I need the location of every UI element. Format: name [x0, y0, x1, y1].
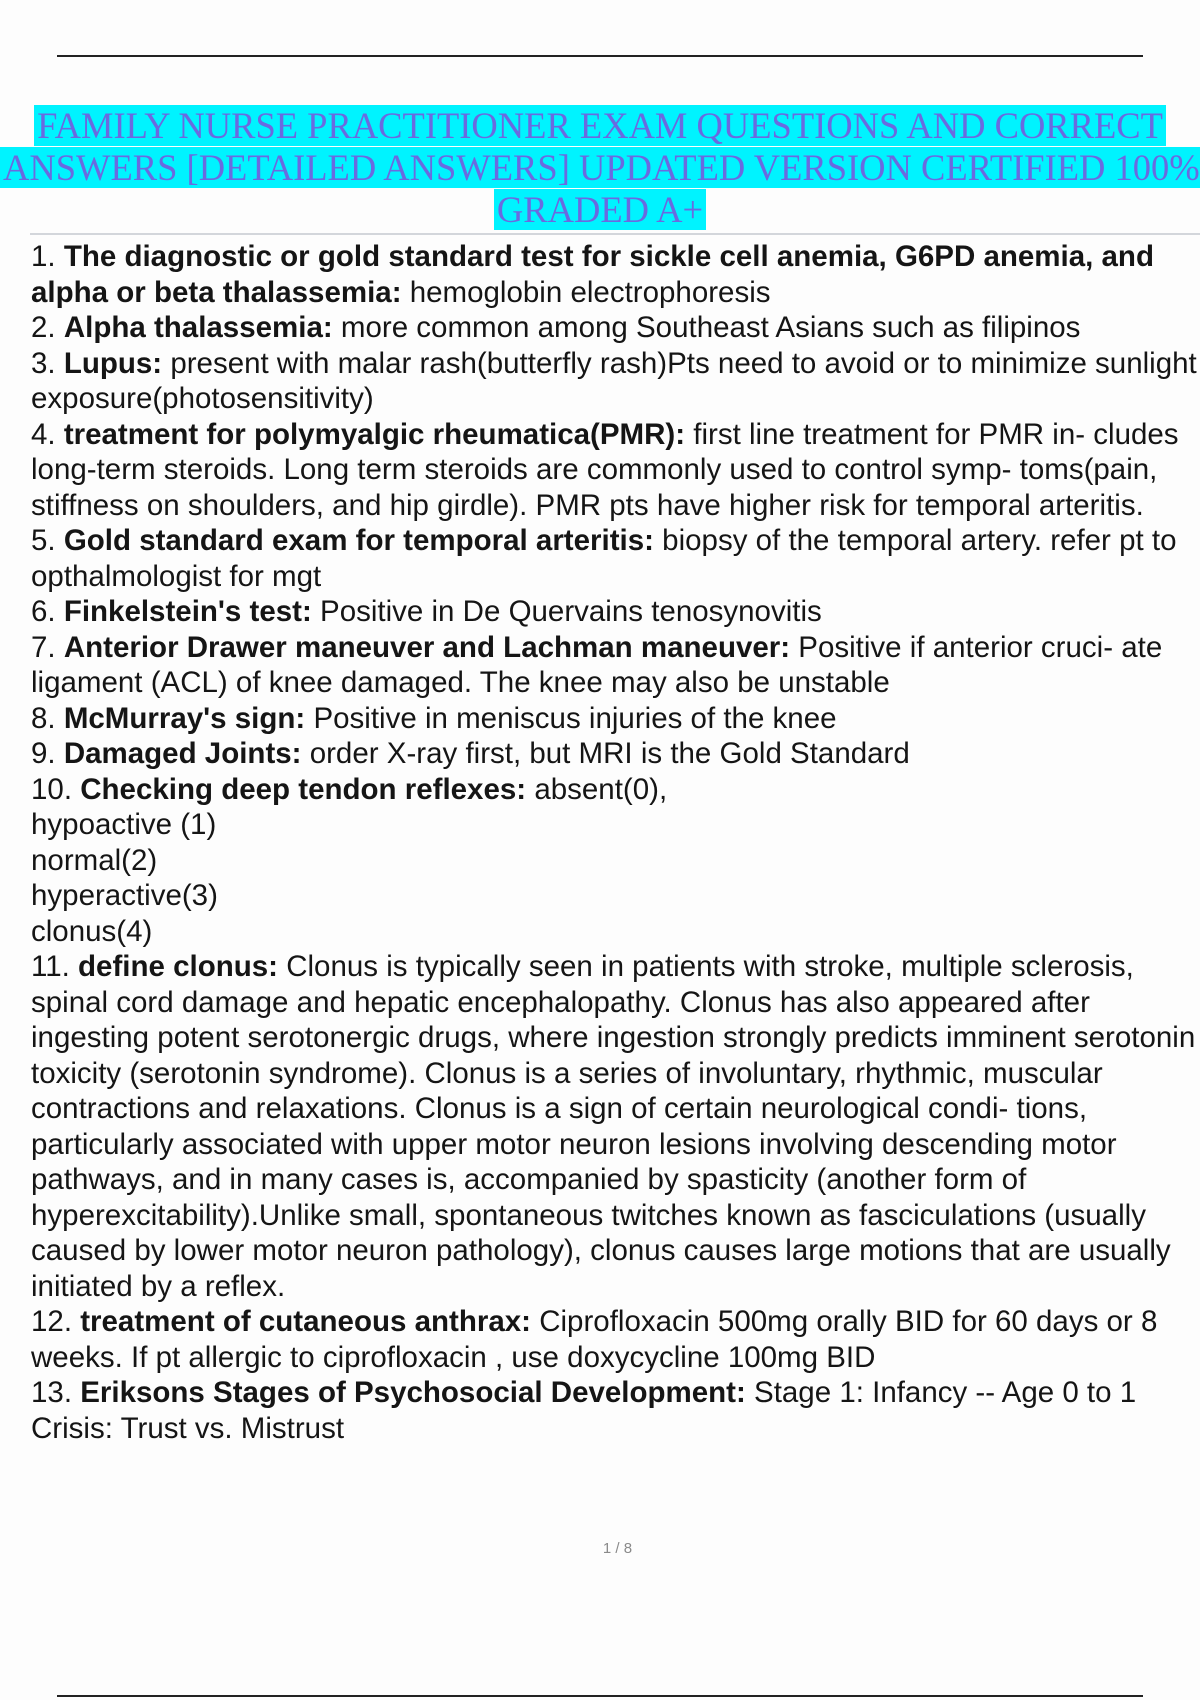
item-answer: biopsy of the temporal artery. refer pt to opthalmologist for mgt	[31, 524, 1177, 593]
qa-item	[31, 772, 1200, 950]
item-number: 13.	[31, 1376, 73, 1409]
qa-item	[31, 1304, 1200, 1375]
title-line-2: ANSWERS [DETAILED ANSWERS] UPDATED VERSION CERTIFIED 100%	[0, 147, 1200, 188]
item-term: Lupus:	[63, 346, 163, 380]
item-answer: first line treatment for PMR in- cludes long-term steroids. Long term steroids are commonly used to control symp- toms(pain, stiffness on shoulders, and hip girdle). PMR pts have higher risk for temporal arteritis.	[31, 417, 1179, 522]
item-answer: Positive in De Quervains tenosynovitis	[320, 595, 822, 628]
item-number: 6.	[31, 595, 56, 628]
qa-item	[31, 523, 1200, 594]
item-answer: Clonus is typically seen in patients with stroke, multiple sclerosis, spinal cord damage and hepatic encephalopathy. Clonus has also appeared after ingesting potent serotonergic drugs, where ingestion strongly predicts imminent serotonin toxicity (serotonin syndrome). Clonus is a series of involuntary, rhythmic, muscular contractions and relaxations. Clonus is a sign of certain neurological condi- tions, particularly associated with upper motor neuron lesions involving descending motor pathways, and in many cases is, accompanied by spasticity (another form of hyperexcitability).Unlike small, spontaneous twitches known as fasciculations (usually caused by lower motor neuron pathology), clonus causes large motions that are usually initiated by a reflex.	[31, 950, 1196, 1303]
item-number: 1.	[31, 240, 56, 273]
qa-item	[31, 949, 1200, 1304]
item-term: define clonus:	[78, 950, 278, 983]
qa-item	[31, 310, 1200, 346]
item-term: treatment for polymyalgic rheumatica(PMR):	[63, 417, 686, 451]
item-number: 11.	[31, 950, 70, 983]
qa-item	[31, 594, 1200, 630]
item-number: 3.	[31, 346, 56, 380]
bottom-rule	[57, 1695, 1143, 1697]
item-term: The diagnostic or gold standard test for sickle cell anemia, G6PD anemia, and alpha or beta thalassemia:	[31, 240, 1154, 309]
item-number: 7.	[31, 630, 56, 664]
item-term: Eriksons Stages of Psychosocial Development:	[80, 1376, 746, 1409]
item-answer: Stage 1: Infancy -- Age 0 to 1 Crisis: Trust vs. Mistrust	[31, 1376, 1137, 1445]
qa-list	[31, 239, 1200, 1446]
item-number: 9.	[31, 737, 56, 770]
qa-item	[31, 1375, 1200, 1446]
item-number: 5.	[31, 524, 56, 557]
qa-item	[31, 239, 1200, 310]
qa-item	[31, 417, 1200, 524]
qa-item	[31, 346, 1200, 417]
qa-item	[31, 630, 1200, 701]
title-line-1: FAMILY NURSE PRACTITIONER EXAM QUESTIONS AND CORRECT	[34, 105, 1166, 146]
item-term: Gold standard exam for temporal arteritis:	[63, 524, 654, 557]
document-title	[0, 105, 1200, 231]
item-answer: absent(0), hypoactive (1) normal(2) hyperactive(3) clonus(4)	[31, 772, 668, 948]
qa-item	[31, 736, 1200, 772]
item-term: McMurray's sign:	[63, 701, 306, 735]
item-number: 10.	[31, 772, 73, 806]
item-answer: Ciprofloxacin 500mg orally BID for 60 days or 8 weeks. If pt allergic to ciprofloxacin , use doxycycline 100mg BID	[31, 1305, 1158, 1374]
page-indicator: 1 / 8	[602, 1540, 633, 1557]
item-answer: Positive if anterior cruci- ate ligament (ACL) of knee damaged. The knee may also be unstable	[31, 630, 1163, 699]
item-answer: more common among Southeast Asians such as filipinos	[340, 311, 1081, 344]
item-number: 12.	[31, 1305, 73, 1338]
item-term: treatment of cutaneous anthrax:	[80, 1305, 531, 1338]
item-term: Finkelstein's test:	[63, 595, 312, 628]
item-number: 8.	[31, 701, 56, 735]
item-term: Alpha thalassemia:	[63, 311, 333, 344]
title-line-3: GRADED A+	[494, 189, 706, 230]
title-divider	[30, 233, 1200, 235]
item-number: 4.	[31, 417, 56, 451]
item-answer: present with malar rash(butterfly rash)Pts need to avoid or to minimize sunlight exposure(photosensitivity)	[31, 346, 1197, 415]
item-number: 2.	[31, 311, 56, 344]
item-answer: order X-ray first, but MRI is the Gold Standard	[309, 737, 910, 770]
item-answer: Positive in meniscus injuries of the knee	[313, 701, 837, 735]
item-answer: hemoglobin electrophoresis	[409, 275, 771, 309]
item-term: Checking deep tendon reflexes:	[80, 772, 527, 806]
item-term: Damaged Joints:	[63, 737, 302, 770]
top-rule	[57, 55, 1143, 57]
item-term: Anterior Drawer maneuver and Lachman maneuver:	[63, 630, 791, 664]
qa-item	[31, 701, 1200, 737]
